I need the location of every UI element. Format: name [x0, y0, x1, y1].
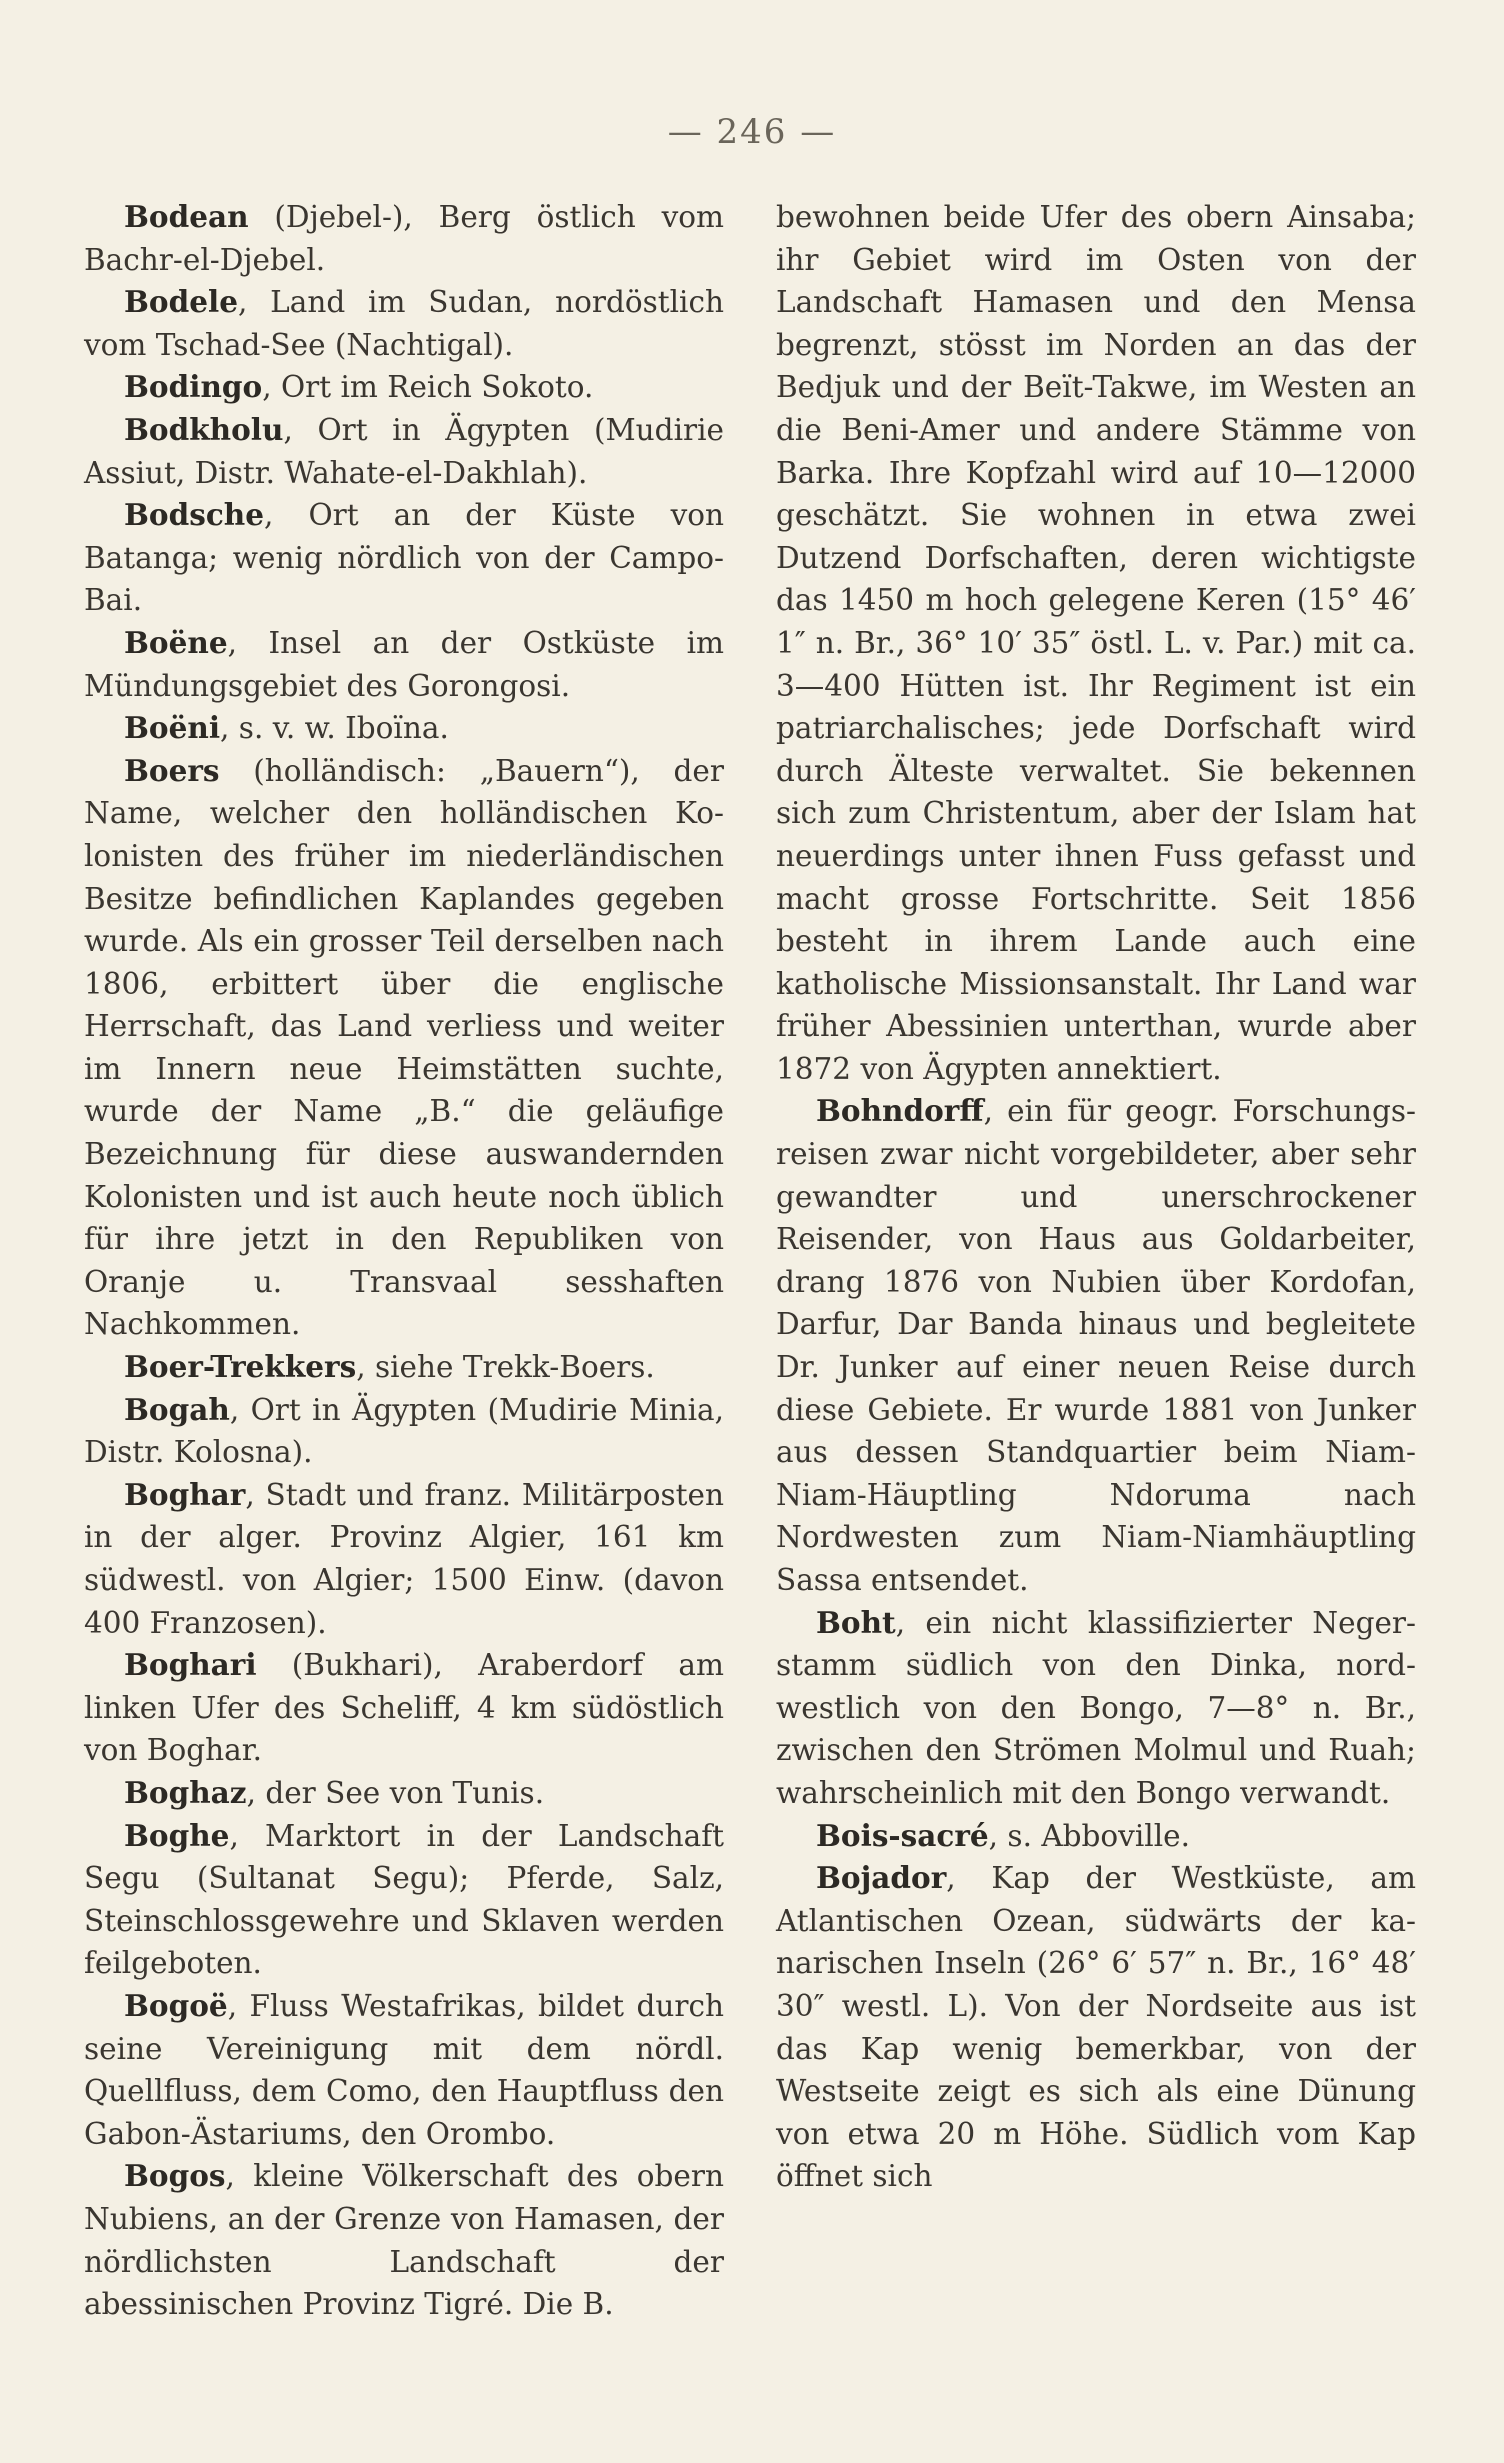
entry-headword: Bodkholu — [124, 411, 284, 447]
entry-headword: Boer-Trekkers — [124, 1349, 357, 1385]
entry-headword: Bogah — [124, 1391, 230, 1427]
entry-headword: Bogoë — [124, 1987, 228, 2023]
entry — [84, 494, 724, 622]
entry-text: , Ort in Ägypten (Mudirie Assiut, Distr. Wahate-el-Dakhlah). — [84, 412, 724, 490]
entry-text: , siehe Trekk-Boers. — [356, 1350, 655, 1385]
entry-headword: Bojador — [816, 1860, 947, 1896]
entry-text: , Fluss Westafrikas, bildet durch seine Vereinigung mit dem nördl. Quellfluss, dem Como, den Hauptfluss den Gabon-Ästariums, den Orombo. — [84, 1988, 724, 2151]
entry-text: (Bukhari), Araberdorf am linken Ufer des Scheliff, 4 km südöstlich von Boghar. — [84, 1648, 724, 1768]
entry — [776, 1815, 1416, 1858]
entry-text: , Ort an der Küste von Batanga; wenig nördlich von der Campo-Bai. — [84, 498, 724, 618]
entry — [84, 1772, 724, 1815]
entry — [84, 750, 724, 1346]
entry-headword: Boëne — [124, 624, 228, 660]
entry — [776, 1857, 1416, 2198]
right-column — [776, 196, 1416, 2198]
entry-text: , Kap der Westküste, am Atlantischen Ozean, südwärts der kanarischen Inseln (26° 6′ 57″ n. Br., 16° 48′ 30″ westl. L). Von der Nordseite aus ist das Kap wenig bemerkbar, von der Westseite zeigt es sich als eine Dünung von etwa 20 m Höhe. Südlich vom Kap öffnet sich — [776, 1861, 1416, 2194]
entry — [84, 366, 724, 409]
entry-text: (holländisch: „Bauern“), der Name, welcher den holländischen Kolonisten des früher im niederländischen Besitze befindlichen Kaplandes gegeben wurde. Als ein grosser Teil derselben nach 1806, erbittert über die englische Herrschaft, das Land verliess und weiter im Innern neue Heimstätten suchte, wurde der Name „B.“ die geläufige Bezeichnung für diese auswandernden Kolonisten und ist auch heute noch üblich für ihre jetzt in den Republiken von Oranje u. Transvaal sesshaften Nachkommen. — [84, 753, 724, 1342]
entry-text: , der See von Tunis. — [246, 1775, 545, 1810]
entry-text: , s. v. w. Iboïna. — [220, 711, 449, 746]
entry-headword: Bodean — [124, 199, 249, 234]
entry-text: , Insel an der Ostküste im Mündungsgebiet des Gorongosi. — [84, 625, 724, 703]
page-number: — 246 — — [667, 112, 837, 152]
entry — [776, 1602, 1416, 1815]
entry — [84, 409, 724, 494]
entry-headword: Boers — [124, 752, 220, 788]
entry-text: , Stadt und franz. Militärposten in der alger. Provinz Algier, 161 km südwestl. von Algier; 1500 Einw. (davon 400 Franzosen). — [84, 1477, 724, 1640]
entry-text: , Ort in Ägypten (Mudirie Minia, Distr. Kolosna). — [84, 1392, 724, 1470]
entry-text: , kleine Völkerschaft des obern Nubiens, an der Grenze von Hamasen, der nördlichsten Landschaft der abessinischen Provinz Tigré. Die B. — [84, 2159, 724, 2322]
entry-headword: Boghar — [124, 1476, 246, 1512]
entry — [84, 1474, 724, 1644]
entry-headword: Bois-sacré — [816, 1817, 989, 1853]
entry-headword: Bohndorff — [816, 1093, 984, 1129]
entry-text: , Marktort in der Landschaft Segu (Sultanat Segu); Pferde, Salz, Steinschlossgewehre und Sklaven werden feilgeboten. — [84, 1818, 724, 1981]
entry — [84, 1389, 724, 1474]
entry — [84, 707, 724, 750]
entry-text: , Ort im Reich Sokoto. — [262, 370, 594, 405]
entry-text: (Djebel-), Berg östlich vom Bachr-el-Djebel. — [84, 200, 724, 277]
entry-text: , Land im Sudan, nordöstlich vom Tschad-See (Nachtigal). — [84, 285, 724, 362]
entry — [776, 1090, 1416, 1601]
entry-text: bewohnen beide Ufer des obern Ainsaba; ihr Gebiet wird im Osten von der Landschaft Hamasen und den Mensa begrenzt, stösst im Norden an das der Bedjuk und der Beït-Takwe, im Westen an die Beni-Amer und andere Stämme von Barka. Ihre Kopfzahl wird auf 10—12000 geschätzt. Sie wohnen in etwa zwei Dutzend Dorfschaften, deren wichtigste das 1450 m hoch gelegene Keren (15° 46′ 1″ n. Br., 36° 10′ 35″ östl. L. v. Par.) mit ca. 3—400 Hütten ist. Ihr Regiment ist ein patriarchalisches; jede Dorfschaft wird durch Älteste verwaltet. Sie bekennen sich zum Christentum, aber der Islam hat neuerdings unter ihnen Fuss gefasst und macht grosse Fortschritte. Seit 1856 besteht in ihrem Lande auch eine katholische Missionsanstalt. Ihr Land war früher Abessinien unterthan, wurde aber 1872 von Ägypten annektiert. — [776, 200, 1416, 1086]
entry-headword: Bodingo — [124, 369, 263, 405]
entry-headword: Bodsche — [124, 497, 265, 533]
entry — [84, 1346, 724, 1389]
entry — [84, 622, 724, 707]
entry-headword: Boëni — [124, 710, 221, 746]
left-column — [84, 196, 724, 2326]
entry-headword: Boghe — [124, 1817, 230, 1853]
entry-headword: Bogos — [124, 2158, 226, 2194]
entry-text: , ein für geogr. Forschungsreisen zwar nicht vorgebildeter, aber sehr gewandter und unerschrockener Reisender, von Haus aus Goldarbeiter, drang 1876 von Nubien über Kordofan, Darfur, Dar Banda hinaus und begleitete Dr. Junker auf einer neuen Reise durch diese Gebiete. Er wurde 1881 von Junker aus dessen Standquartier beim Niam-Niam-Häuptling Ndoruma nach Nordwesten zum Niam-Niamhäuptling Sassa entsendet. — [776, 1094, 1416, 1597]
entry-headword: Boht — [816, 1604, 896, 1640]
entry — [84, 1815, 724, 1985]
entry — [84, 281, 724, 366]
entry-headword: Bodele — [124, 284, 238, 320]
entry-text: , ein nicht klassifizierter Negerstamm südlich von den Dinka, nordwestlich von den Bongo, 7—8° n. Br., zwischen den Strömen Molmul und Ruah; wahrscheinlich mit den Bongo verwandt. — [776, 1605, 1416, 1810]
entry-headword: Boghari — [124, 1647, 257, 1683]
entry — [84, 1985, 724, 2155]
entry-continuation — [776, 196, 1416, 1090]
entry-text: , s. Abboville. — [988, 1818, 1190, 1853]
entry — [84, 196, 724, 281]
entry — [84, 1644, 724, 1772]
entry-headword: Boghaz — [124, 1774, 247, 1810]
entry — [84, 2155, 724, 2325]
